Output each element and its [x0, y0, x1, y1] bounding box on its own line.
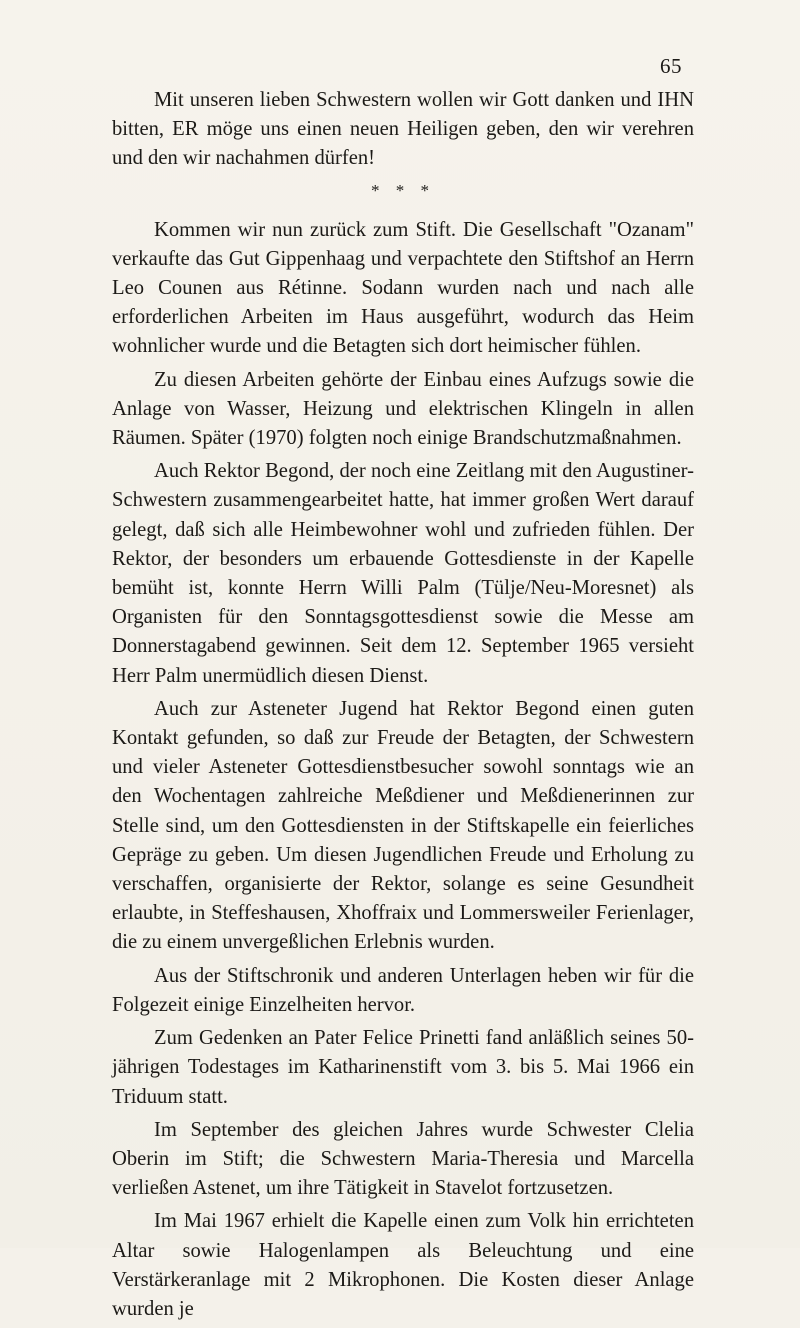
paragraph: Im Mai 1967 erhielt die Kapelle einen zum Volk hin errichteten Altar sowie Halogenlampen als Beleuchtung und eine Verstärkeranlage mit 2 Mikrophonen. Die Kosten dieser Anlage wurden je — [112, 1210, 694, 1320]
paragraph: Auch zur Asteneter Jugend hat Rektor Begond einen guten Kontakt gefunden, so daß zur Freude der Betagten, der Schwestern und vieler Asteneter Gottesdienstbesucher sowohl sonntags wie an den Wochentagen zahlreiche Meßdiener und Meßdienerinnen zur Stelle sind, um den Gottesdiensten in der Stiftskapelle ein feierliches Gepräge zu geben. Um diesen Jugendlichen Freude und Erholung zu verschaffen, organisierte der Rektor, solange es seine Gesundheit erlaubte, in Steffeshausen, Xhoffraix und Lommersweiler Ferienlager, die zu einem unvergeßlichen Erlebnis wurden. — [112, 697, 694, 954]
paragraph: Im September des gleichen Jahres wurde Schwester Clelia Oberin im Stift; die Schwestern Maria-Theresia und Marcella verließen Astenet, um ihre Tätigkeit in Stavelot fortzusetzen. — [112, 1118, 694, 1200]
paragraph: Zu diesen Arbeiten gehörte der Einbau eines Aufzugs sowie die Anlage von Wasser, Heizung und elektrischen Klingeln in allen Räumen. Später (1970) folgten noch einige Brandschutzmaßnahmen. — [112, 368, 694, 450]
paragraph: Kommen wir nun zurück zum Stift. Die Gesellschaft "Ozanam" verkaufte das Gut Gippenhaag und verpachtete den Stiftshof an Herrn Leo Counen aus Rétinne. Sodann wurden nach und nach alle erforderlichen Arbeiten im Haus ausgeführt, wodurch das Heim wohnlicher wurde und die Betagten sich dort heimischer fühlen. — [112, 218, 694, 358]
body-text — [112, 86, 694, 1328]
page-number: 65 — [660, 54, 682, 78]
paragraph: Zum Gedenken an Pater Felice Prinetti fand anläßlich seines 50-jährigen Todestages im Katharinenstift vom 3. bis 5. Mai 1966 ein Triduum statt. — [112, 1027, 694, 1108]
paragraph: Aus der Stiftschronik und anderen Unterlagen heben wir für die Folgezeit einige Einzelheiten hervor. — [112, 964, 694, 1016]
section-separator: * * * — [371, 180, 435, 200]
paragraph: Auch Rektor Begond, der noch eine Zeitlang mit den Augustiner-Schwestern zusammengearbeitet hatte, hat immer großen Wert darauf gelegt, daß sich alle Heimbewohner wohl und zufrieden fühlen. Der Rektor, der besonders um erbauende Gottesdienste in der Kapelle bemüht ist, konnte Herrn Willi Palm (Tülje/Neu-Moresnet) als Organisten für den Sonntagsgottesdienst sowie die Messe am Donnerstagabend gewinnen. Seit dem 12. September 1965 versieht Herr Palm unermüdlich diesen Dienst. — [112, 460, 694, 687]
paragraph: Mit unseren lieben Schwestern wollen wir Gott danken und IHN bitten, ER möge uns einen neuen Heiligen geben, den wir verehren und den wir nachahmen dürfen! — [112, 89, 694, 170]
